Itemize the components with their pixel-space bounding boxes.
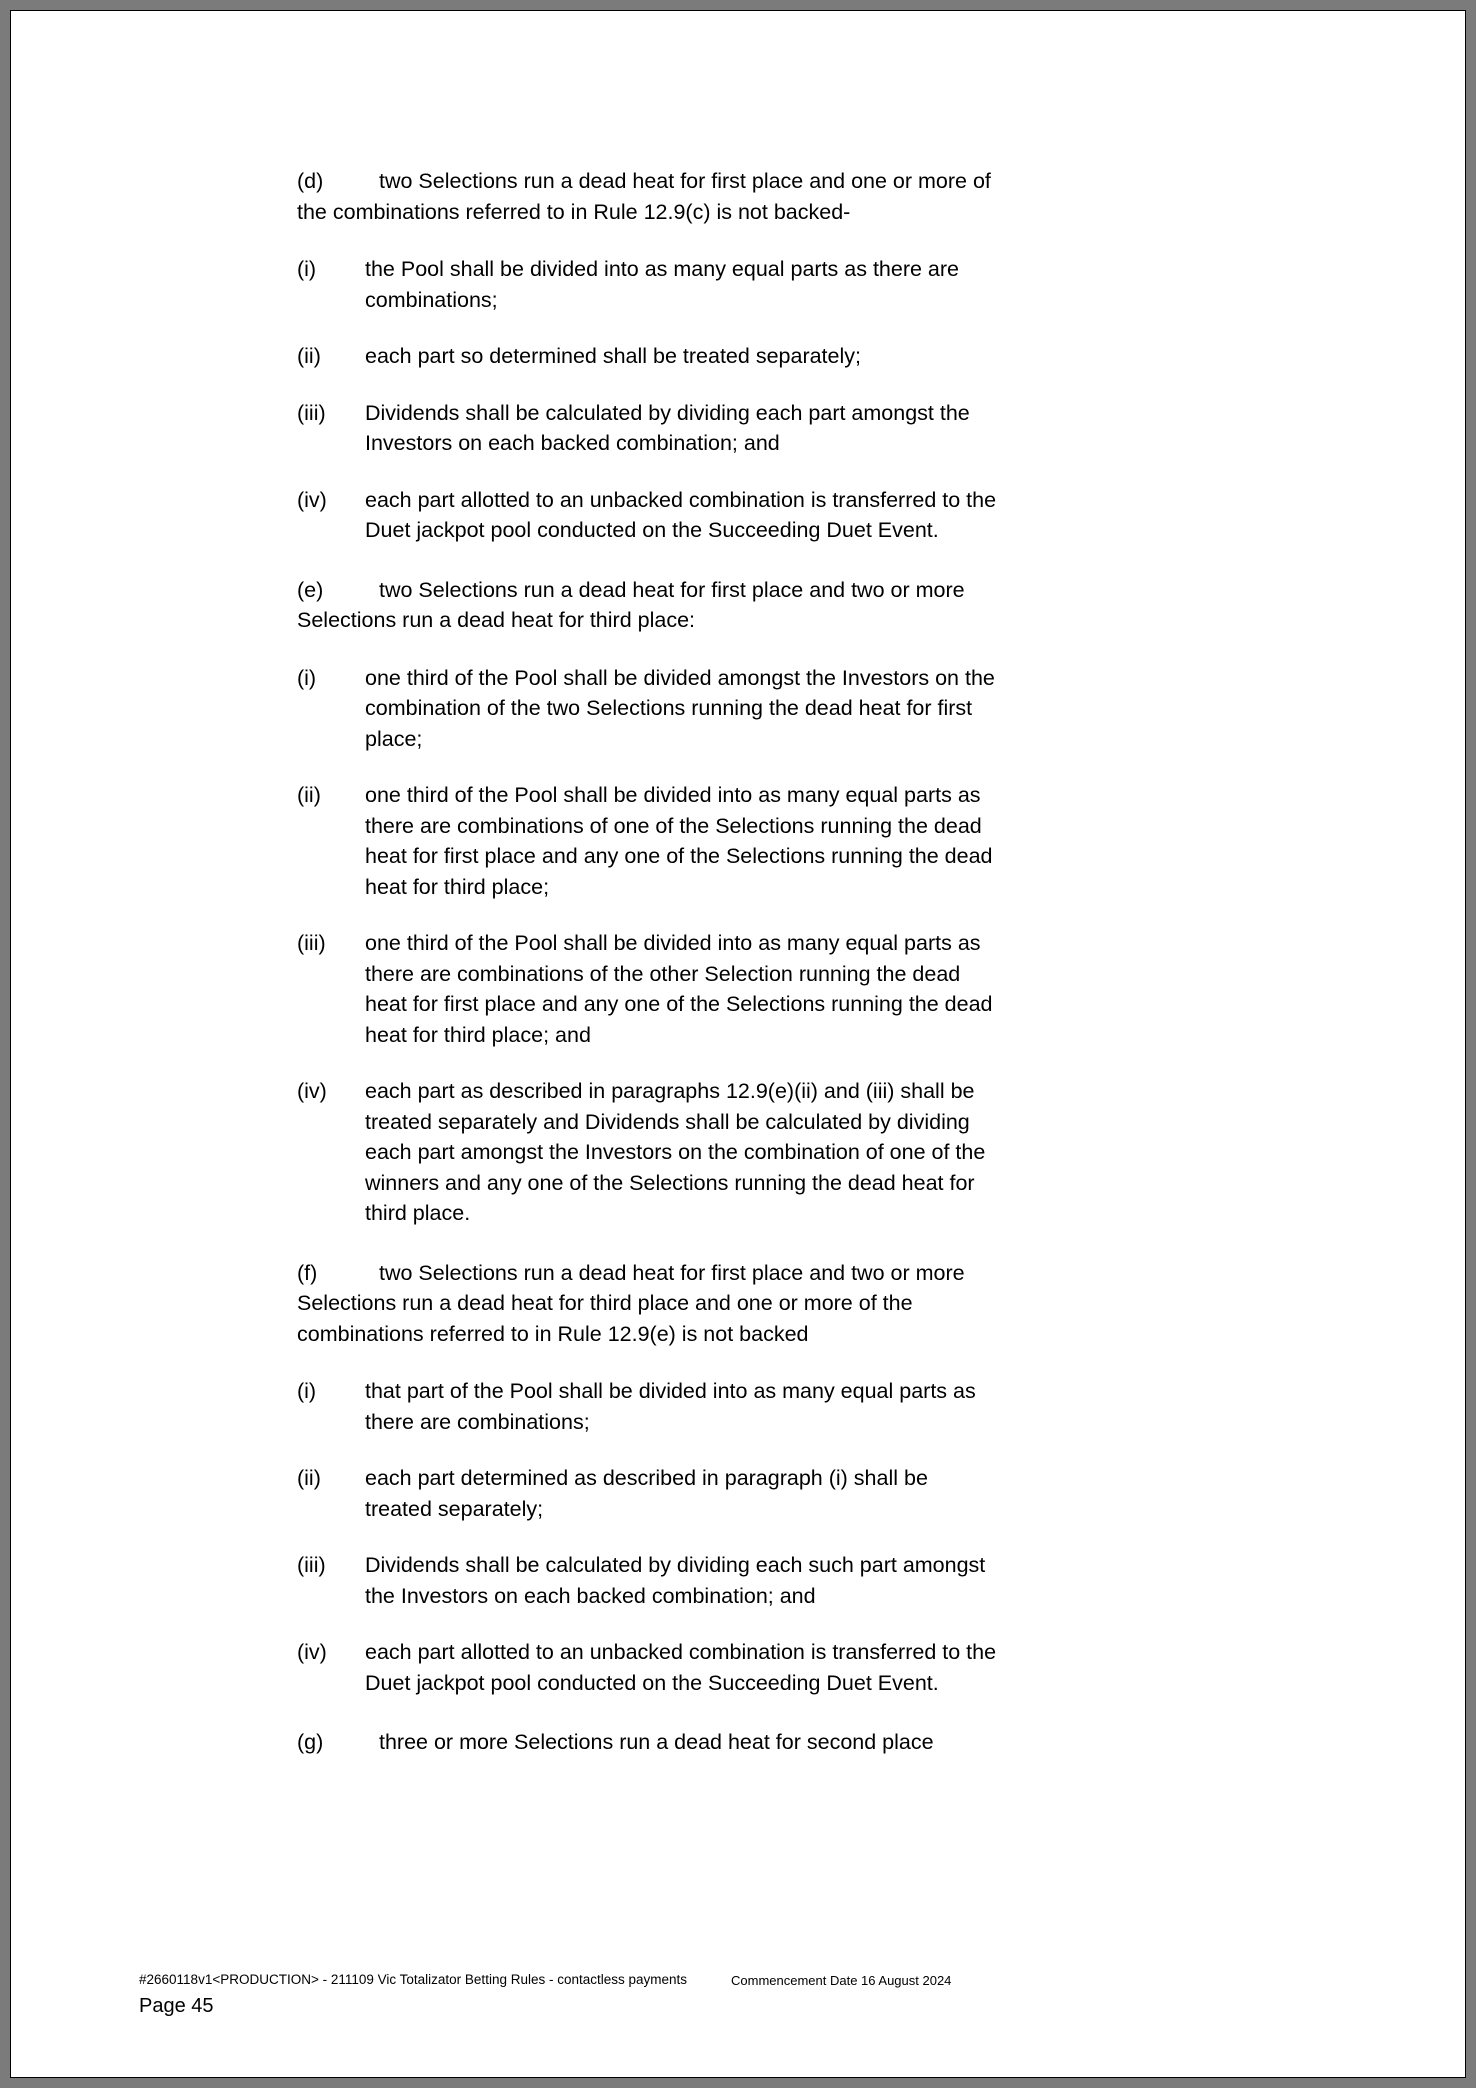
list-item — [297, 1463, 997, 1524]
clause-text-g: three or more Selections run a dead heat for second place — [379, 1730, 934, 1754]
list-item-marker: (iv) — [297, 487, 327, 512]
list-item-marker: (iii) — [297, 931, 326, 955]
list-item-marker: (i) — [297, 665, 317, 690]
list-item-text: one third of the Pool shall be divided into as many equal parts as there are combinations of the other Selection running the dead heat for first place and any one of the Selections running the dead heat for third place; and — [365, 931, 993, 1047]
list-item-text: the Pool shall be divided into as many equal parts as there are combinations; — [365, 257, 960, 312]
page-number: Page 45 — [139, 1995, 214, 2017]
list-item-marker: (iii) — [297, 1553, 326, 1577]
list-item-marker: (i) — [297, 1379, 317, 1403]
clause-text-e: two Selections run a dead heat for first place and two or more Selections run a dead heat for third place: — [297, 577, 965, 632]
list-item-marker: (iv) — [297, 1079, 327, 1103]
clause-paragraph-f — [297, 1258, 997, 1350]
list-item — [297, 1550, 997, 1611]
clause-paragraph-g — [297, 1727, 997, 1758]
list-item — [297, 780, 997, 902]
clause-marker-d: (d) — [297, 169, 324, 193]
list-item-marker: (ii) — [297, 1466, 321, 1490]
footer-top-row — [139, 1971, 1339, 1993]
list-item-text: Dividends shall be calculated by dividing each such part amongst the Investors on each backed combination; and — [365, 1553, 986, 1608]
list-item — [297, 1637, 997, 1698]
list-item-text: one third of the Pool shall be divided into as many equal parts as there are combinations of one of the Selections running the dead heat for first place and any one of the Selections running the dead heat for third place; — [365, 783, 993, 899]
list-item-text: that part of the Pool shall be divided into as many equal parts as there are combinations; — [365, 1379, 976, 1434]
list-item — [297, 1076, 997, 1229]
clause-marker-e: (e) — [297, 577, 324, 602]
list-item — [297, 398, 997, 459]
list-item-marker: (i) — [297, 257, 317, 281]
document-page — [10, 10, 1466, 2078]
clause-marker-g: (g) — [297, 1730, 324, 1754]
list-item-text: each part so determined shall be treated separately; — [365, 344, 861, 368]
list-item-text: each part as described in paragraphs 12.9(e)(ii) and (iii) shall be treated separately and Dividends shall be calculated by dividing each part amongst the Investors on the combination of one of the winners and any one of the Selections running the dead heat for third place. — [365, 1079, 986, 1225]
list-item-text: each part allotted to an unbacked combination is transferred to the Duet jackpot pool conducted on the Succeeding Duet Event. — [365, 1640, 997, 1695]
page-body — [297, 166, 997, 1785]
list-item-marker: (iii) — [297, 400, 326, 425]
list-item-marker: (ii) — [297, 344, 321, 368]
footer-document-reference: #2660118v1<PRODUCTION> - 211109 Vic Totalizator Betting Rules - contactless payments — [139, 1972, 688, 1987]
list-item — [297, 663, 997, 755]
list-item-text: one third of the Pool shall be divided amongst the Investors on the combination of the two Selections running the dead heat for first place; — [365, 665, 995, 751]
list-item-text: Dividends shall be calculated by dividing each part amongst the Investors on each backed combination; and — [365, 400, 970, 455]
clause-paragraph-d — [297, 166, 997, 227]
footer-commencement-date: Commencement Date 16 August 2024 — [731, 1973, 952, 1988]
clause-paragraph-e — [297, 575, 997, 636]
list-item — [297, 928, 997, 1050]
list-item — [297, 1376, 997, 1437]
clause-marker-f: (f) — [297, 1260, 318, 1285]
list-item-text: each part determined as described in paragraph (i) shall be treated separately; — [365, 1466, 928, 1521]
clause-text-f: two Selections run a dead heat for first place and two or more Selections run a dead heat for third place and one or more of the combinations referred to in Rule 12.9(e) is not backed — [297, 1260, 965, 1346]
list-item — [297, 485, 997, 546]
list-item — [297, 254, 997, 315]
clause-text-d: two Selections run a dead heat for first place and one or more of the combinations referred to in Rule 12.9(c) is not backed- — [297, 169, 991, 224]
page-footer — [139, 1971, 1339, 2017]
list-item-marker: (ii) — [297, 783, 321, 807]
list-item-text: each part allotted to an unbacked combination is transferred to the Duet jackpot pool conducted on the Succeeding Duet Event. — [365, 487, 997, 542]
list-item — [297, 341, 997, 372]
list-item-marker: (iv) — [297, 1640, 327, 1664]
